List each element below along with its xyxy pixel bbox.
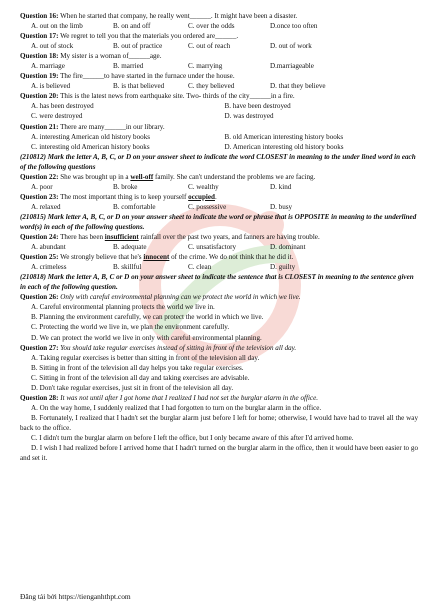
question-20-options-row1	[20, 101, 418, 111]
option-a[interactable]: A. On the way home, I suddenly realized that I had forgotten to turn on the burglar alarm in the office.	[31, 403, 322, 412]
option-a[interactable]: A. poor	[31, 182, 53, 191]
option-d[interactable]: D. that they believe	[270, 82, 326, 91]
option-c[interactable]: C. out of reach	[188, 42, 231, 51]
option-a[interactable]: A. has been destroyed	[31, 102, 94, 111]
underlined-word: insufficient	[104, 233, 139, 242]
option-c[interactable]: C. were destroyed	[31, 112, 83, 121]
question-22: Question 22: She was brought up in a well-off family. She can't understand the problems we are facing.	[20, 172, 316, 181]
option-a[interactable]: A. out on the limb	[31, 22, 83, 31]
question-21-options-row2	[20, 142, 418, 152]
option-a[interactable]: A. relaxed	[31, 202, 61, 211]
question-24: Question 24: There has been insufficient rainfall over the past two years, and fanners are having trouble.	[20, 233, 320, 242]
option-b[interactable]: B. on and off	[113, 22, 151, 31]
question-24-options	[20, 242, 418, 252]
option-d[interactable]: D. out of work	[270, 42, 312, 51]
option-c[interactable]: C. unsatisfactory	[188, 243, 237, 252]
option-b[interactable]: B. adequate	[113, 243, 147, 252]
option-d[interactable]: D. kind	[270, 182, 292, 191]
option-c[interactable]: C. wealthy	[188, 182, 219, 191]
option-c[interactable]: C. marrying	[188, 62, 223, 71]
option-a[interactable]: A. abundant	[31, 243, 66, 252]
option-d[interactable]: D.marriageable	[270, 62, 314, 71]
option-b[interactable]: B. Planning the environment carefully, we can protect the world in which we live.	[31, 313, 264, 322]
option-b[interactable]: B. Sitting in front of the television all day helps you take regular exercises.	[31, 363, 244, 372]
question-25-options	[20, 262, 418, 272]
option-a[interactable]: A. crimeless	[31, 263, 67, 272]
underlined-word: well-off	[130, 172, 154, 181]
underlined-word: innocent	[143, 253, 170, 262]
option-c[interactable]: C. possessive	[188, 202, 227, 211]
question-20: Question 20: This is the latest news from earthquake site. Two- thirds of the city______in a fire.	[20, 92, 295, 101]
option-a[interactable]: A. interesting American old history books	[31, 132, 151, 141]
option-a[interactable]: A. Careful environmental planning protects the world we live in.	[31, 303, 215, 312]
option-d[interactable]: D. We can protect the world we live in only with careful environmental planning.	[31, 333, 262, 342]
question-21-options-row1	[20, 132, 418, 142]
footer-credit: Đăng tải bởi https://tienganhthpt.com	[20, 592, 131, 601]
question-18: Question 18: My sister is a woman of______age.	[20, 52, 162, 61]
option-d[interactable]: D. I wish I had realized before I arrived home that I hadn't turned on the burglar alarm in the office, then it would have been easier to go and set it.	[20, 444, 418, 463]
question-23: Question 23: The most important thing is to keep yourself occupied.	[20, 192, 217, 201]
question-20-options-row2	[20, 111, 418, 121]
option-a[interactable]: A. marriage	[31, 62, 65, 71]
question-18-options	[20, 61, 418, 71]
option-b[interactable]: B. have been destroyed	[224, 102, 291, 111]
exam-page	[20, 11, 418, 463]
option-d[interactable]: D. busy	[270, 202, 293, 211]
option-c[interactable]: C. they believed	[188, 82, 235, 91]
option-d[interactable]: D. Don't take regular exercises, just sit in front of the television all day.	[31, 383, 234, 392]
option-d[interactable]: D. guilty	[270, 263, 296, 272]
option-c[interactable]: C. interesting old American history books	[31, 142, 150, 151]
question-25: Question 25: We strongly believe that he's innocent of the crime. We do not think that he did it.	[20, 253, 294, 262]
option-c[interactable]: C. over the odds	[188, 22, 235, 31]
option-b[interactable]: B. is that believed	[113, 82, 165, 91]
question-16-options	[20, 21, 418, 31]
option-b[interactable]: B. Fortunately, I realized that I hadn't set the burglar alarm just before I left for home; otherwise, I would have had to travel all the way back to the office.	[20, 413, 418, 432]
option-d[interactable]: D. was destroyed	[224, 112, 274, 121]
question-17: Question 17: We regret to tell you that the materials you ordered are______.	[20, 32, 239, 41]
option-d[interactable]: D.once too often	[270, 22, 318, 31]
question-26: Question 26: Only with careful environmental planning can we protect the world in which we live.	[20, 293, 301, 302]
section-instruction-opposite: (210815) Mark letter A, B, C, or D on your answer sheet to indicate the word or phrase that is OPPOSITE in meaning to the underlined word(s) in each of the following questions.	[20, 212, 417, 231]
option-a[interactable]: A. is believed	[31, 82, 71, 91]
option-c[interactable]: C. clean	[188, 263, 212, 272]
question-19-options	[20, 81, 418, 91]
option-b[interactable]: B. married	[113, 62, 144, 71]
option-c[interactable]: C. Protecting the world we live in, we plan the environment carefully.	[31, 323, 230, 332]
option-b[interactable]: B. out of practice	[113, 42, 163, 51]
option-c[interactable]: C. I didn't turn the burglar alarm on before I left the office, but I only became aware of this after I'd arrived home.	[31, 433, 354, 442]
question-17-options	[20, 41, 418, 51]
section-instruction-sentence: (210818) Mark the letter A, B, C or D on your answer sheet to indicate the sentence that is CLOSEST in meaning to the sentence given in each of the following question.	[20, 273, 414, 292]
option-d[interactable]: D. dominant	[270, 243, 306, 252]
underlined-word: occupied	[188, 192, 215, 201]
question-27: Question 27: You should take regular exercises instead of sitting in front of the television all day.	[20, 343, 297, 352]
option-b[interactable]: B. old American interesting history books	[224, 132, 344, 141]
question-16: Question 16: When he started that company, he really went______. It might have been a disaster.	[20, 12, 298, 20]
option-b[interactable]: B. comfortable	[113, 202, 156, 211]
question-19: Question 19: The fire______to have started in the furnace under the house.	[20, 72, 235, 81]
question-28: Question 28: It was not until after I got home that I realized I had not set the burglar alarm in the office.	[20, 393, 318, 402]
option-a[interactable]: A. Taking regular exercises is better than sitting in front of the television all day.	[31, 353, 260, 362]
question-22-options	[20, 182, 418, 192]
option-d[interactable]: D. American interesting old history books	[224, 142, 344, 151]
option-b[interactable]: B. broke	[113, 182, 138, 191]
question-23-options	[20, 202, 418, 212]
section-instruction-closest: (210812) Mark the letter A, B, C, or D on your answer sheet to indicate the word CLOSEST in meaning to the under lined word in each of the following questions	[20, 152, 416, 171]
question-21: Question 21: There are many______in our library.	[20, 122, 165, 131]
option-a[interactable]: A. out of stock	[31, 42, 74, 51]
option-c[interactable]: C. Sitting in front of the television all day and taking exercises are advisable.	[31, 373, 250, 382]
option-b[interactable]: B. skillful	[113, 263, 142, 272]
